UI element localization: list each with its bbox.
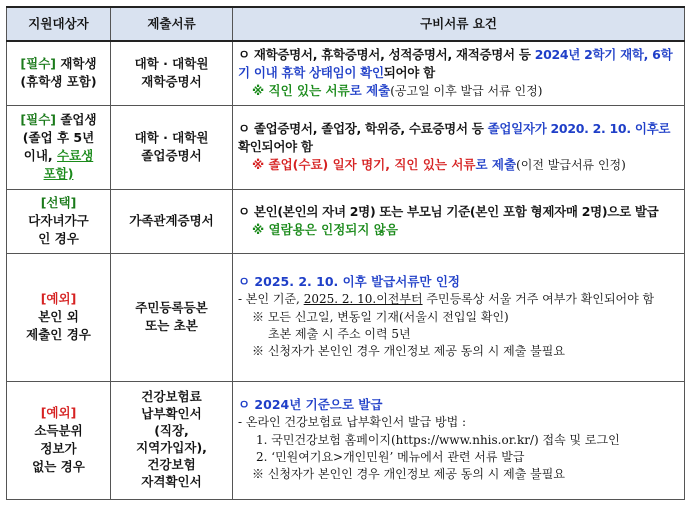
requirements-cell [233, 381, 685, 499]
note-text [238, 156, 679, 174]
target-cell [7, 253, 111, 381]
note-highlight: 직인 있는 서류 [268, 83, 350, 99]
note-mark: ※ [252, 156, 269, 172]
header-row [7, 7, 685, 41]
category-tag: [선택] [40, 194, 77, 210]
target-highlight: 포함) [43, 166, 74, 182]
doc-name: 가족관계증명서 [129, 212, 214, 228]
target-label: (졸업 후 5년 [22, 129, 95, 145]
requirement-text [238, 291, 679, 308]
doc-name: 자격확인서 [141, 473, 202, 489]
target-label: 제출인 경우 [26, 327, 91, 343]
table-row [7, 253, 685, 381]
category-tag: [예외] [40, 290, 77, 306]
header-docs: 제출서류 [111, 7, 233, 41]
target-cell [7, 41, 111, 105]
table-row [7, 41, 685, 105]
doc-name: 건강보험 [147, 456, 196, 472]
docs-cell [111, 189, 233, 253]
table-row [7, 189, 685, 253]
requirement-text: 1. 국민건강보험 홈페이지(https://www.nhis.or.kr/) 접속 및 로그인 [256, 432, 620, 447]
doc-name: 납부확인서 [141, 406, 202, 422]
doc-name: 지역가입자), [136, 440, 207, 455]
doc-name: 또는 초본 [145, 318, 198, 333]
target-label: 인 경우 [38, 231, 79, 247]
requirements-cell [233, 41, 685, 105]
note-part: (이전 발급서류 인정) [516, 157, 626, 172]
requirement-part: ㅇ 재학증명서, 휴학증명서, 성적증명서, 재적증명서 등 [238, 46, 535, 62]
header-target: 지원대상자 [7, 7, 111, 41]
category-tag: [필수] [20, 56, 56, 72]
requirement-text: ㅇ 2025. 2. 10. 이후 발급서류만 인정 [238, 274, 460, 290]
table-row [7, 381, 685, 499]
doc-name: 건강보험료 [141, 389, 202, 405]
note-text [238, 82, 679, 100]
doc-name: 주민등록등본 [135, 299, 208, 315]
target-label: 재학생 [56, 56, 97, 72]
target-label: 소득분위 [34, 422, 83, 438]
note-text: ※ 모든 신고일, 변동일 기재(서울시 전입일 확인) [252, 309, 509, 324]
table-row [7, 105, 685, 189]
requirement-text: 2. ‘민원여기요>개인민원’ 메뉴에서 관련 서류 발급 [256, 450, 525, 465]
target-label: 정보가 [40, 441, 77, 456]
category-tag: [예외] [40, 404, 77, 420]
note-mark: ※ [252, 83, 269, 99]
note-part: 로 제출 [349, 83, 391, 99]
note-part: (공고일 이후 발급 서류 인정) [390, 84, 543, 99]
note-highlight: 졸업(수료) 일자 명기, 직인 있는 서류 [268, 156, 476, 172]
requirement-part: 확인되어야 함 [238, 138, 313, 154]
docs-cell [111, 41, 233, 105]
requirement-highlight: 2025. 2. 10.이전부터 [303, 292, 423, 307]
requirement-highlight: 2024년 2학기 재학, 6학기 이내 휴학 상태임이 확인 [238, 46, 673, 81]
target-highlight: 수료생 [57, 148, 94, 163]
requirements-cell [233, 189, 685, 253]
requirements-cell [233, 253, 685, 381]
header-requirements: 구비서류 요건 [233, 7, 685, 41]
requirement-text: ㅇ 2024년 기준으로 발급 [238, 397, 383, 413]
note-text: ※ 신청자가 본인인 경우 개인정보 제공 동의 시 제출 불필요 [252, 344, 565, 359]
target-cell [7, 189, 111, 253]
doc-name: 재학증명서 [141, 74, 202, 90]
target-label: 없는 경우 [32, 459, 85, 475]
requirements-cell [233, 105, 685, 189]
requirement-text: - 온라인 건강보험료 납부확인서 발급 방법 : [238, 415, 467, 430]
target-label: 졸업생 [56, 111, 97, 127]
requirement-part: ㅇ 졸업증명서, 졸업장, 학위증, 수료증명서 등 [238, 120, 488, 136]
note-text: ※ 신청자가 본인인 경우 개인정보 제공 동의 시 제출 불필요 [252, 467, 565, 482]
requirement-text [238, 46, 679, 82]
requirement-part: 주민등록상 서울 거주 여부가 확인되어야 함 [422, 292, 655, 307]
doc-name: (직장, [154, 423, 189, 439]
target-label: 다자녀가구 [28, 212, 89, 228]
requirement-part: 되어야 함 [383, 65, 435, 81]
requirement-text: ㅇ 본인(본인의 자녀 2명) 또는 부모님 기준(본인 포함 형제자매 2명)으로 발급 [238, 203, 659, 219]
target-label: 이내, [23, 148, 58, 163]
category-tag: [필수] [20, 111, 56, 127]
doc-name: 대학 · 대학원 [134, 129, 209, 145]
note-text: 초본 제출 시 주소 이력 5년 [268, 327, 411, 342]
requirement-part: - 본인 기준, [238, 292, 304, 307]
target-cell [7, 105, 111, 189]
doc-name: 대학 · 대학원 [134, 56, 209, 72]
target-cell [7, 381, 111, 499]
note-text: ※ 열람용은 인정되지 않음 [252, 222, 398, 237]
requirements-table [6, 6, 685, 500]
doc-name: 졸업증명서 [141, 148, 202, 163]
target-label: (휴학생 포함) [20, 74, 97, 90]
target-label: 본인 외 [38, 308, 79, 324]
docs-cell [111, 381, 233, 499]
requirement-highlight: 졸업일자가 2020. 2. 10. 이후로 [487, 120, 671, 136]
note-part: 로 제출 [475, 156, 517, 172]
requirement-text [238, 120, 679, 156]
docs-cell [111, 253, 233, 381]
docs-cell [111, 105, 233, 189]
